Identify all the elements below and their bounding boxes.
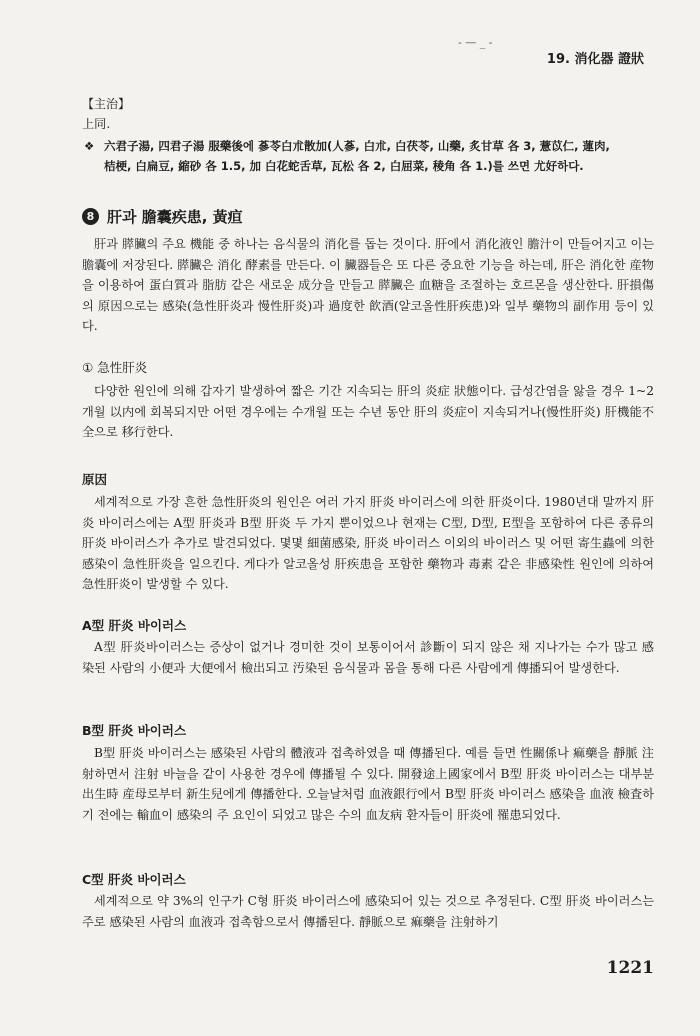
acute-hepatitis-title: ① 急性肝炎 bbox=[82, 360, 148, 375]
type-c-paragraph: 세계적으로 약 3%의 인구가 C형 肝炎 바이러스에 感染되어 있는 것으로 추정된다. C型 肝炎 바이러스는 주로 感染된 사람의 血液과 접촉함으로서 傳播된다. 靜脈으로 痲藥을 注射하기 bbox=[82, 894, 654, 929]
section-number-badge: 8 bbox=[82, 208, 99, 225]
cause-paragraph: 세계적으로 가장 흔한 急性肝炎의 원인은 여러 가지 肝炎 바이러스에 의한 肝炎이다. 1980년대 말까지 肝炎 바이러스에는 A型 肝炎과 B型 肝炎 두 가지 뿐이었으나 현재는 C型, D型, E型을 포함하여 다른 종류의 肝炎 바이러스가 추가로 발견되었다. 몇몇 細菌感染, 肝炎 바이러스 이외의 바이러스 및 어떤 寄生蟲에 의한 感染이 急性肝炎을 일으킨다. 게다가 알코올성 肝疾患을 포함한 藥物과 毒素 같은 非感染性 원인에 의하여 急性肝炎이 발생할 수 있다. bbox=[82, 495, 654, 592]
cause-title: 原因 bbox=[82, 472, 108, 487]
type-a-title: A型 肝炎 바이러스 bbox=[82, 618, 187, 633]
treatment-block bbox=[82, 94, 654, 176]
prescription-line-1: 六君子湯, 四君子湯 服藥後에 蔘苓白朮散加(人蔘, 白朮, 白茯苓, 山藥, 炙甘草 各 3, 薏苡仁, 蓮肉, bbox=[104, 139, 610, 153]
type-b-title: B型 肝炎 바이러스 bbox=[82, 723, 187, 738]
running-header: 19. 消化器 證狀 bbox=[546, 52, 644, 67]
section-8-paragraph: 肝과 膵臟의 주요 機能 중 하나는 음식물의 消化를 돕는 것이다. 肝에서 消化液인 膽汁이 만들어지고 이는 膽囊에 저장된다. 膵臟은 消化 酵素를 만든다. 이 臟器들은 또 다른 중요한 기능을 하는데, 肝은 消化한 産物을 이용하여 蛋白質과 脂肪 같은 새로운 成分을 만들고 膵臟은 血糖을 조절하는 호르몬을 생산한다. 肝損傷의 原因으로는 感染(急性肝炎과 慢性肝炎)과 過度한 飮酒(알코올性肝疾患)와 일부 藥物의 副作用 등이 있다. bbox=[82, 237, 654, 334]
prescription-text bbox=[104, 136, 610, 176]
page-number: 1221 bbox=[606, 958, 654, 978]
pen-mark: - — _ - bbox=[458, 36, 493, 49]
acute-hepatitis-paragraph: 다양한 원인에 의해 갑자기 발생하여 짧은 기간 지속되는 肝의 炎症 狀態이다. 급성간염을 앓을 경우 1~2개월 以内에 회복되지만 어떤 경우에는 수개월 또는 수년 동안 肝의 炎症이 지속되거나(慢性肝炎) 肝機能不全으로 移行한다. bbox=[82, 384, 654, 440]
diamond-bullet-icon: ❖ bbox=[84, 139, 95, 153]
prescription-bullet bbox=[82, 136, 654, 176]
prescription-line-2: 桔梗, 白扁豆, 縮砂 各 1.5, 加 白花蛇舌草, 瓦松 各 2, 白屈菜, 稜角 各 1.)를 쓰면 尤好하다. bbox=[104, 159, 584, 173]
treatment-same: 上同. bbox=[82, 117, 111, 131]
type-a-paragraph: A型 肝炎바이러스는 증상이 없거나 경미한 것이 보통이어서 診斷이 되지 않은 채 지나가는 수가 많고 感染된 사람의 小便과 大便에서 檢出되고 汚染된 음식물과 몸을 통해 다른 사람에게 傳播되어 발생한다. bbox=[82, 640, 654, 675]
type-c-title: C型 肝炎 바이러스 bbox=[82, 872, 186, 887]
section-8-heading bbox=[82, 206, 654, 227]
type-b-paragraph: B型 肝炎 바이러스는 感染된 사람의 體液과 접촉하였을 때 傳播된다. 예를 들면 性關係나 痲藥을 靜脈 注射하면서 注射 바늘을 같이 사용한 경우에 傳播될 수 있다. 開發途上國家에서 B型 肝炎 바이러스는 대부분 出生時 産母로부터 新生兒에게 傳播한다. 오늘날처럼 血液銀行에서 B型 肝炎 바이러스 感染을 血液 檢査하기 전에는 輸血이 感染의 주 요인이 되었고 많은 수의 血友病 환자들이 肝炎에 罹患되었다. bbox=[82, 746, 654, 822]
treatment-label: 【主治】 bbox=[82, 97, 131, 111]
section-title: 肝과 膽囊疾患, 黃疸 bbox=[107, 208, 243, 226]
